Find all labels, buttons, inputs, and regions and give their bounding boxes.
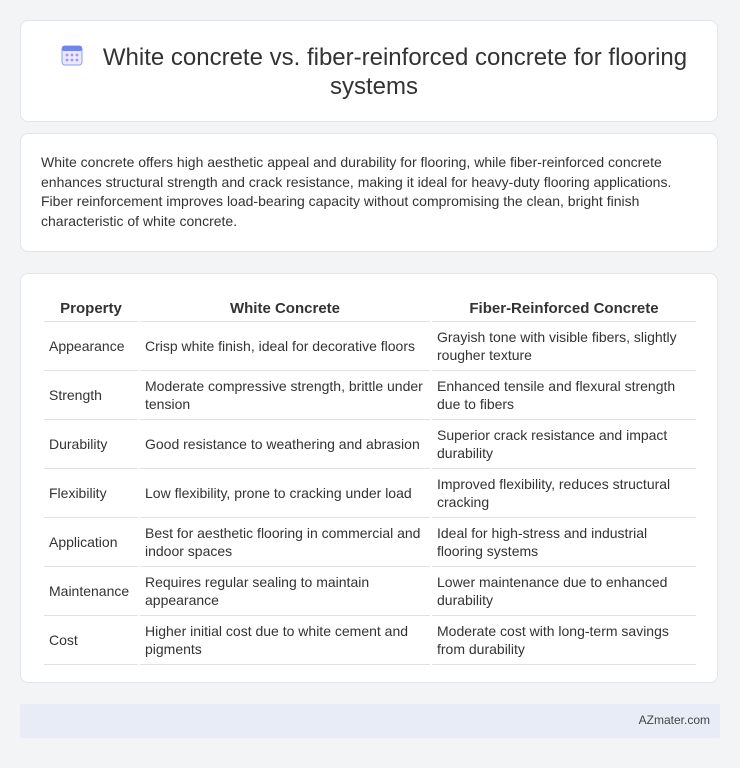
cell-property: Durability (44, 420, 138, 469)
table-row (44, 469, 696, 518)
cell-fiber-reinforced: Improved flexibility, reduces structural cracking (432, 469, 696, 518)
calendar-icon (61, 44, 83, 66)
cell-white-concrete: Good resistance to weathering and abrasion (140, 420, 430, 469)
comparison-table (42, 294, 698, 665)
page-title: White concrete vs. fiber-reinforced concrete for flooring systems (102, 44, 688, 100)
title-card (20, 20, 718, 122)
cell-white-concrete: Moderate compressive strength, brittle under tension (140, 371, 430, 420)
cell-fiber-reinforced: Ideal for high-stress and industrial flooring systems (432, 518, 696, 567)
table-row (44, 371, 696, 420)
cell-fiber-reinforced: Superior crack resistance and impact durability (432, 420, 696, 469)
footer-brand: AZmater.com (638, 713, 710, 727)
cell-white-concrete: Low flexibility, prone to cracking under load (140, 469, 430, 518)
table-row (44, 420, 696, 469)
table-row (44, 518, 696, 567)
table-row (44, 567, 696, 616)
cell-fiber-reinforced: Moderate cost with long-term savings from durability (432, 616, 696, 665)
header-property: Property (44, 294, 138, 322)
page-title-wrap (51, 43, 697, 101)
header-fiber-reinforced-concrete: Fiber-Reinforced Concrete (432, 294, 696, 322)
cell-white-concrete: Requires regular sealing to maintain appearance (140, 567, 430, 616)
table-row (44, 322, 696, 371)
cell-property: Maintenance (44, 567, 138, 616)
cell-property: Cost (44, 616, 138, 665)
intro-card (20, 133, 718, 252)
comparison-card (20, 273, 718, 683)
cell-property: Application (44, 518, 138, 567)
cell-white-concrete: Crisp white finish, ideal for decorative floors (140, 322, 430, 371)
cell-fiber-reinforced: Lower maintenance due to enhanced durability (432, 567, 696, 616)
cell-property: Appearance (44, 322, 138, 371)
cell-white-concrete: Higher initial cost due to white cement and pigments (140, 616, 430, 665)
cell-fiber-reinforced: Enhanced tensile and flexural strength due to fibers (432, 371, 696, 420)
table-header-row (44, 294, 696, 322)
cell-white-concrete: Best for aesthetic flooring in commercial and indoor spaces (140, 518, 430, 567)
footer-bar (20, 704, 720, 738)
cell-fiber-reinforced: Grayish tone with visible fibers, slightly rougher texture (432, 322, 696, 371)
intro-paragraph: White concrete offers high aesthetic appeal and durability for flooring, while fiber-reinforced concrete enhances structural strength and crack resistance, making it ideal for heavy-duty flooring applications. Fiber reinforcement improves load-bearing capacity without compromising the clean, bright finish characteristic of white concrete. (41, 154, 672, 229)
cell-property: Flexibility (44, 469, 138, 518)
table-row (44, 616, 696, 665)
header-white-concrete: White Concrete (140, 294, 430, 322)
cell-property: Strength (44, 371, 138, 420)
